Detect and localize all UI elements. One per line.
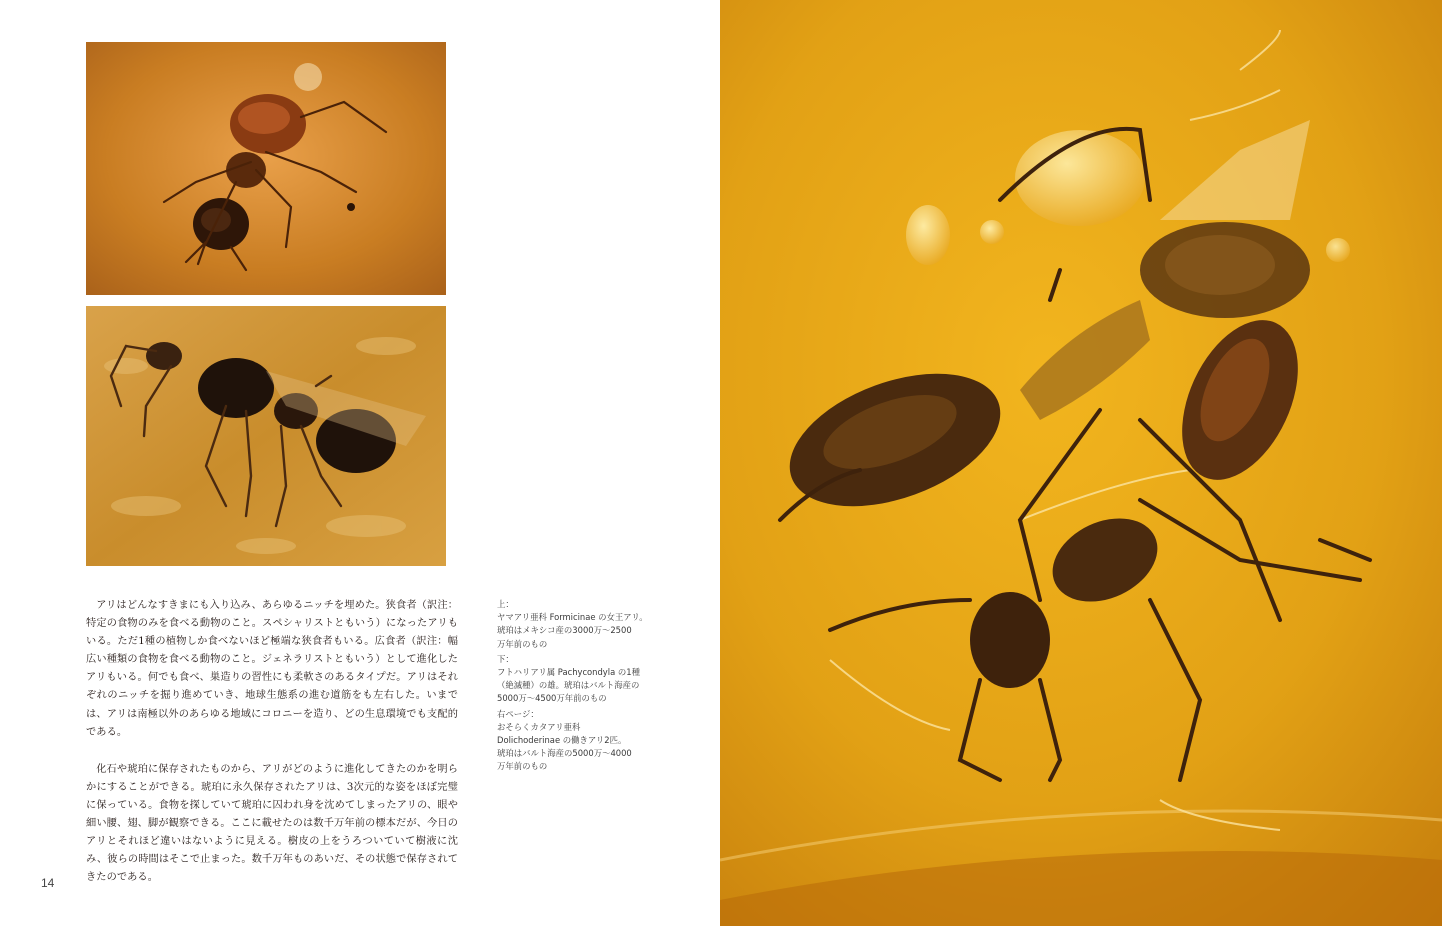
caption-top-heading: 上： [497, 599, 514, 609]
caption-top-line: ヤマアリ亜科 Formicinae の女王アリ。 [497, 612, 648, 623]
photo-male-ant-amber [86, 306, 446, 566]
caption-bottom-heading: 下： [497, 653, 514, 664]
caption-right [497, 708, 657, 774]
caption-top [497, 598, 657, 651]
left-page [0, 0, 720, 926]
queen-ant-image [86, 42, 446, 295]
caption-bottom-line: 5000万〜4500万年前のもの [497, 693, 607, 704]
photo-worker-ants-amber [720, 0, 1442, 926]
caption-top-line: 琥珀はメキシコ産の3000万〜2500 [497, 625, 632, 636]
caption-right-line: Dolichoderinae の働きアリ2匹。 [497, 735, 627, 746]
caption-bottom-line: フトハリアリ属 Pachycondyla の1種 [497, 667, 640, 678]
caption-bottom [497, 653, 657, 706]
caption-right-line: 琥珀はバルト海産の5000万〜4000 [497, 748, 632, 759]
body-paragraph-2: 化石や琥珀に保存されたものから、アリがどのように進化してきたのかを明らかにすることができる。琥珀に永久保存されたアリは、3次元的な姿をほぼ完璧に保っている。食物を探していて琥珀に囚われ身を沈めてしまったアリの、眼や細い腰、翅、脚が観察できる。ここに載せたのは数千万年前の標本だが、今日のアリとそれほど違いはないように見える。樹皮の上をうろついていて樹液に沈み、彼らの時間はそこで止まった。数千万年ものあいだ、その状態で保存されてきたのである。 [86, 763, 458, 884]
body-paragraph-1: アリはどんなすきまにも入り込み、あらゆるニッチを埋めた。狭食者（訳注：特定の食物のみを食べる動物のこと。スペシャリストともいう）になったアリもいる。ただ1種の植物しか食べないほど極端な狭食者もいる。広食者（訳注：幅広い種類の食物を食べる動物のこと。ジェネラリストともいう）として進化したアリもいる。何でも食べ、巣造りの習性にも柔軟さのあるタイプだ。アリはそれぞれのニッチを掘り進めていき、地球生態系の進む道筋をも左右した。いまでは、アリは南極以外のあらゆる地域にコロニーを造り、どの生息環境でも支配的である。 [86, 600, 458, 738]
photo-queen-ant-amber [86, 42, 446, 295]
worker-ants-image [720, 0, 1442, 926]
captions [497, 598, 657, 776]
body-text [86, 597, 458, 906]
caption-right-line: 万年前のもの [497, 761, 548, 772]
caption-right-heading: 右ページ： [497, 708, 539, 719]
caption-right-line: おそらくカタアリ亜科 [497, 721, 581, 732]
page-number: 14 [41, 876, 55, 890]
caption-bottom-line: （絶滅種）の雄。琥珀はバルト海産の [497, 680, 640, 691]
caption-top-line: 万年前のもの [497, 638, 548, 649]
male-ant-image [86, 306, 446, 566]
